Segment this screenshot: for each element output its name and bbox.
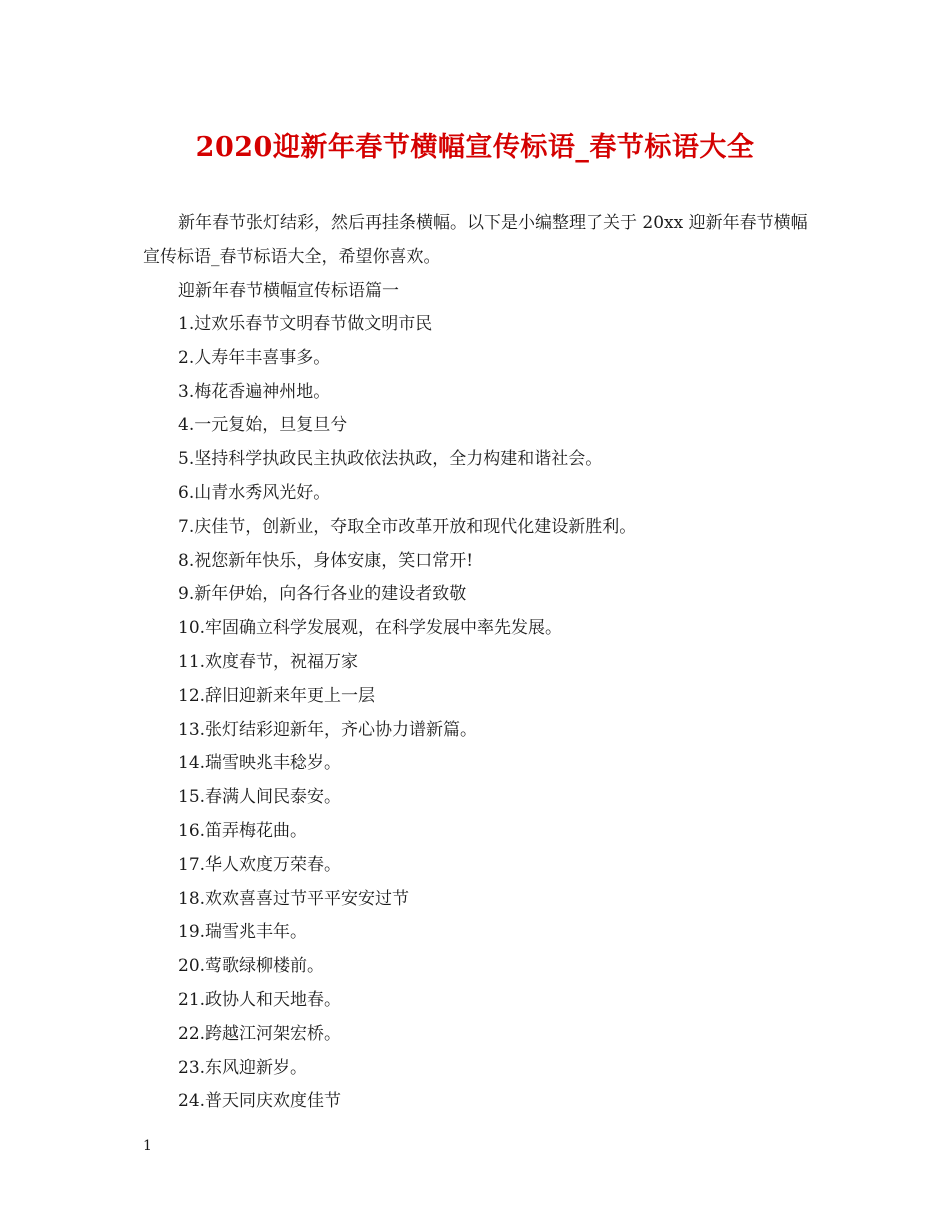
list-item: 21.政协人和天地春。 <box>178 989 342 1010</box>
list-item: 7.庆佳节，创新业，夺取全市改革开放和现代化建设新胜利。 <box>178 516 637 537</box>
list-item: 5.坚持科学执政民主执政依法执政，全力构建和谐社会。 <box>178 449 603 470</box>
list-item: 6.山青水秀风光好。 <box>178 482 331 503</box>
list-item: 1.过欢乐春节文明春节做文明市民 <box>178 314 433 334</box>
list-item: 4.一元复始，旦复旦兮 <box>178 415 348 436</box>
list-item: 24.普天同庆欢度佳节 <box>178 1091 342 1112</box>
list-item: 16.笛弄梅花曲。 <box>178 820 308 841</box>
list-item: 17.华人欢度万荣春。 <box>178 854 342 875</box>
intro-paragraph: 新年春节张灯结彩，然后再挂条横幅。以下是小编整理了关于 20xx 迎新年春节横幅宣传标语_春节标语大全，希望你喜欢。 <box>143 213 808 267</box>
list-item: 8.祝您新年快乐，身体安康，笑口常开! <box>178 550 474 571</box>
list-item: 2.人寿年丰喜事多。 <box>178 347 331 368</box>
list-item: 23.东风迎新岁。 <box>178 1057 308 1078</box>
list-item: 3.梅花香遍神州地。 <box>178 381 331 402</box>
list-item: 11.欢度春节，祝福万家 <box>178 651 359 672</box>
list-item: 18.欢欢喜喜过节平平安安过节 <box>178 888 410 909</box>
document-title: 2020迎新年春节横幅宣传标语_春节标语大全 <box>195 132 755 163</box>
list-item: 10.牢固确立科学发展观，在科学发展中率先发展。 <box>178 618 563 639</box>
list-item: 12.辞旧迎新来年更上一层 <box>178 685 376 706</box>
list-item: 15.春满人间民泰安。 <box>178 787 342 808</box>
list-item: 13.张灯结彩迎新年，齐心协力谱新篇。 <box>178 719 478 740</box>
list-item: 22.跨越江河架宏桥。 <box>178 1023 342 1044</box>
list-item: 14.瑞雪映兆丰稔岁。 <box>178 753 342 774</box>
list-item: 19.瑞雪兆丰年。 <box>178 922 308 943</box>
section-heading: 迎新年春节横幅宣传标语篇一 <box>178 281 399 301</box>
page-number: 1 <box>143 1138 152 1154</box>
list-item: 20.莺歌绿柳楼前。 <box>178 956 325 977</box>
slogan-list <box>178 308 636 1119</box>
list-item: 9.新年伊始，向各行各业的建设者致敬 <box>178 584 467 605</box>
